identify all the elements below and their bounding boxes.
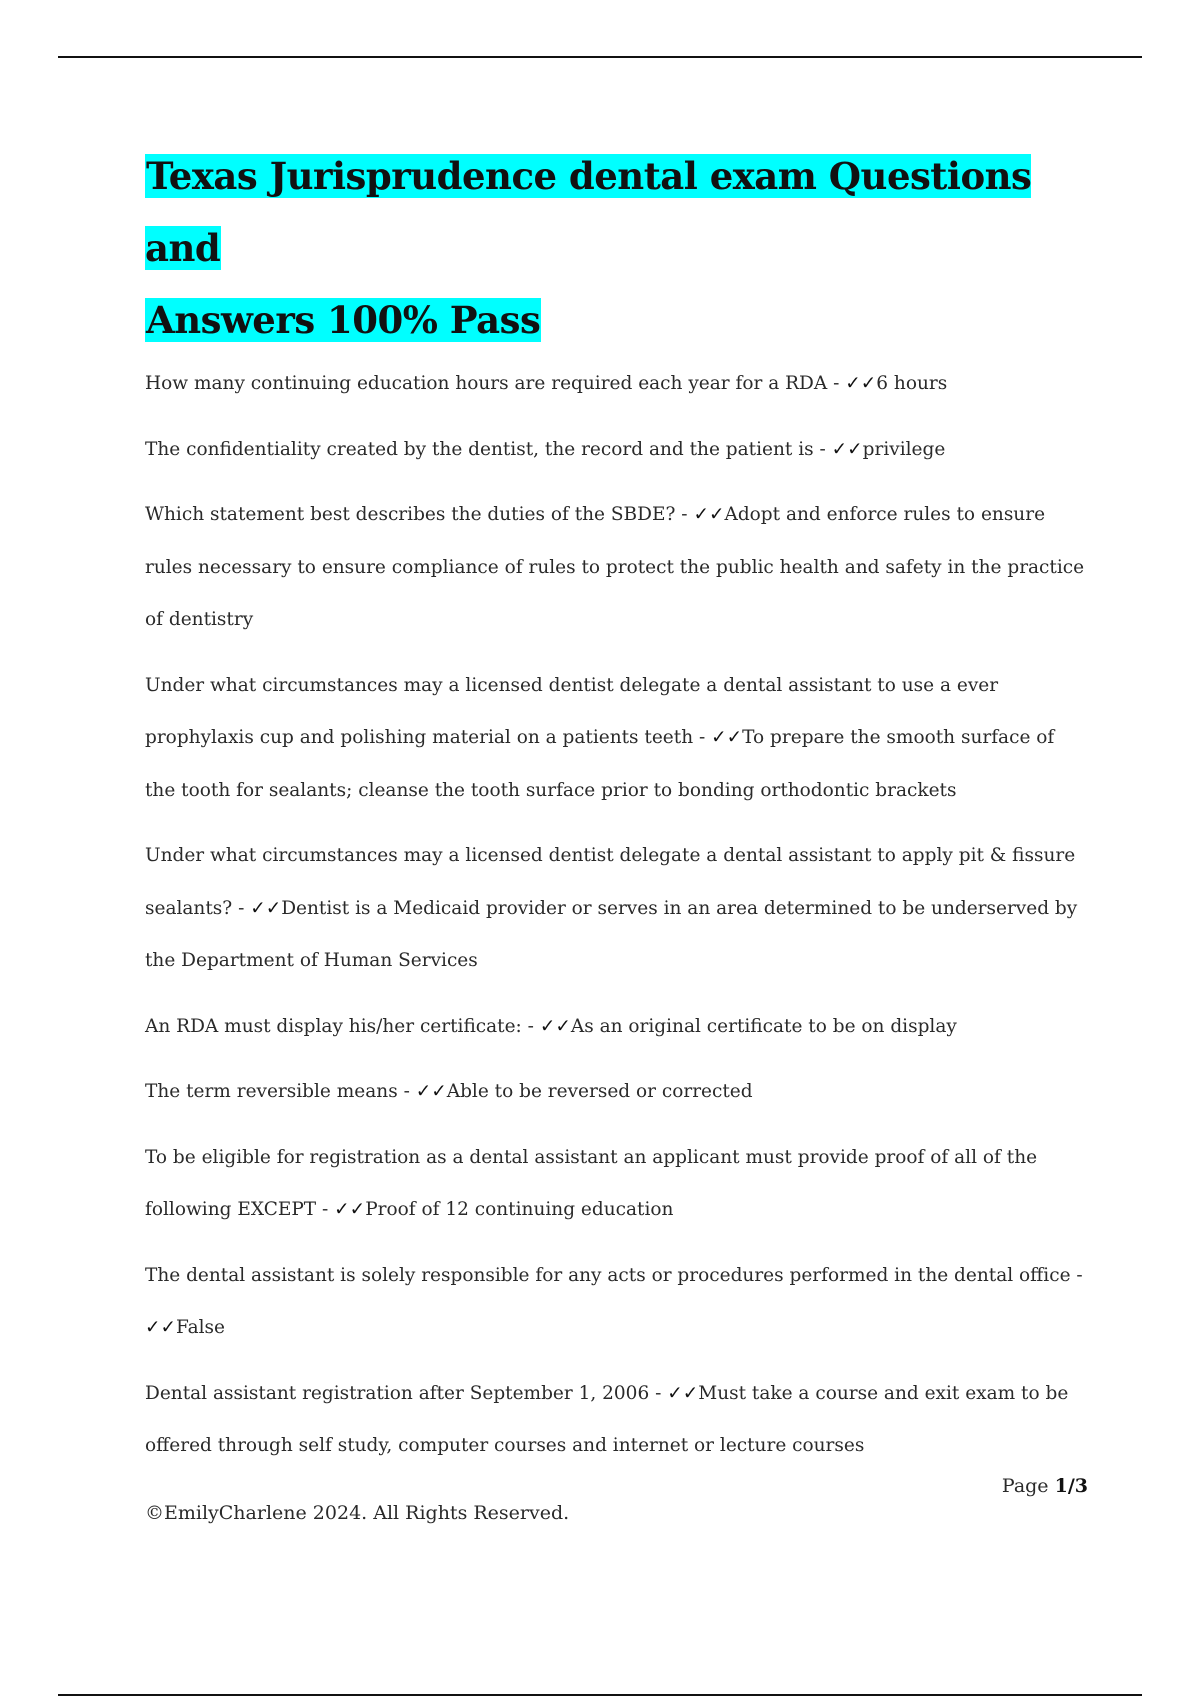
answer-text: Adopt and enforce rules to ensure rules necessary to ensure compliance of rules to protect the public health and safety in the practice of dentistry	[145, 504, 1085, 630]
document-title	[145, 140, 1085, 356]
bottom-rule	[58, 1694, 1142, 1696]
answer-text: To prepare the smooth surface of the tooth for sealants; cleanse the tooth surface prior to bonding orthodontic brackets	[145, 727, 1055, 801]
question-text: Which statement best describes the duties of the SBDE? -	[145, 504, 693, 525]
question-text: The term reversible means -	[145, 1081, 416, 1102]
qa-item	[145, 1250, 1090, 1355]
answer-text: Dentist is a Medicaid provider or serves in an area determined to be underserved by the Department of Human Services	[145, 897, 1078, 971]
answer-text: Proof of 12 continuing education	[365, 1199, 674, 1220]
qa-item	[145, 830, 1090, 988]
answer-text: 6 hours	[876, 373, 948, 394]
double-check-icon: ✓✓	[831, 438, 863, 460]
title-line-2	[145, 284, 1085, 356]
qa-item	[145, 1066, 1090, 1119]
question-text: To be eligible for registration as a dental assistant an applicant must provide proof of all of the following EXCEPT -	[145, 1147, 1037, 1221]
double-check-icon: ✓✓	[145, 1317, 177, 1338]
answer-text: Must take a course and exit exam to be offered through self study, computer courses and internet or lecture courses	[145, 1382, 1069, 1456]
top-rule	[58, 56, 1142, 58]
title-line-1-text: Texas Jurisprudence dental exam Questions and	[145, 154, 1032, 270]
question-text: The confidentiality created by the dentist, the record and the patient is -	[145, 439, 832, 460]
double-check-icon: ✓✓	[845, 373, 877, 394]
page-indicator	[1002, 1475, 1088, 1497]
qa-item	[145, 1368, 1090, 1473]
answer-text: Able to be reversed or corrected	[446, 1081, 753, 1102]
question-text: Under what circumstances may a licensed dentist delegate a dental assistant to apply pit & fissure sealants? -	[145, 845, 1075, 919]
qa-item	[145, 660, 1090, 818]
double-check-icon: ✓✓	[711, 727, 743, 748]
qa-item	[145, 358, 1090, 411]
double-check-icon: ✓✓	[334, 1199, 366, 1220]
qa-list	[145, 358, 1090, 1486]
question-text: An RDA must display his/her certificate: -	[145, 1016, 540, 1037]
qa-item	[145, 424, 1090, 477]
answer-text: As an original certificate to be on display	[570, 1015, 957, 1037]
question-text: How many continuing education hours are required each year for a RDA -	[145, 373, 845, 394]
title-line-1	[145, 140, 1085, 284]
double-check-icon: ✓✓	[250, 897, 282, 919]
double-check-icon: ✓✓	[415, 1081, 447, 1102]
answer-text: False	[176, 1317, 225, 1338]
question-text: Dental assistant registration after September 1, 2006 -	[145, 1383, 667, 1404]
question-text: Under what circumstances may a licensed dentist delegate a dental assistant to use a ever prophylaxis cup and polishing material on a patients teeth -	[145, 675, 998, 749]
double-check-icon: ✓✓	[667, 1382, 699, 1404]
double-check-icon: ✓✓	[693, 504, 725, 525]
answer-text: privilege	[862, 438, 946, 460]
page-label: Page	[1001, 1475, 1055, 1497]
qa-item	[145, 1001, 1090, 1054]
title-line-2-text: Answers 100% Pass	[146, 298, 541, 342]
qa-item	[145, 1132, 1090, 1237]
copyright-notice: ©EmilyCharlene 2024. All Rights Reserved.	[145, 1502, 570, 1524]
page-number: 1/3	[1054, 1475, 1088, 1497]
qa-item	[145, 489, 1090, 647]
question-text: The dental assistant is solely responsible for any acts or procedures performed in the dental office -	[145, 1265, 1083, 1286]
double-check-icon: ✓✓	[539, 1015, 571, 1037]
